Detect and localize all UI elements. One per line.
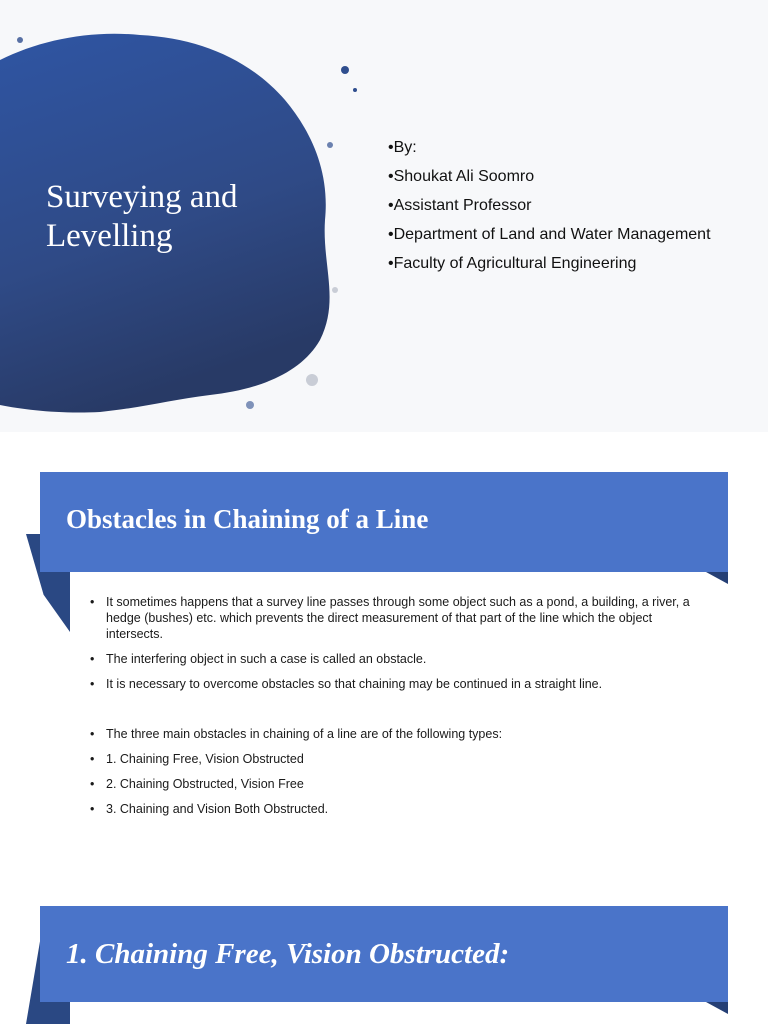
author-faculty: •Faculty of Agricultural Engineering [388,255,637,272]
list-item: • It sometimes happens that a survey line passes through some object such as a pond, a building, a river, a hedge (bushes) etc. which prevents the direct measurement of that part of the line which the object intersects. [90,594,690,642]
list-item: • It is necessary to overcome obstacles so that chaining may be continued in a straight line. [90,676,690,692]
author-details-list [388,138,748,283]
list-item: • The interfering object in such a case is called an obstacle. [90,651,690,667]
list-item: • The three main obstacles in chaining of a line are of the following types: [90,726,690,742]
author-position: •Assistant Professor [388,197,532,214]
obstacles-slide [0,432,768,862]
bullet-list-intro [90,594,690,701]
list-item: • 3. Chaining and Vision Both Obstructed. [90,801,690,817]
author-name: •Shoukat Ali Soomro [388,168,535,185]
banner-fold [706,1002,728,1014]
author-department: •Department of Land and Water Management [388,226,711,243]
chaining-free-slide [0,862,768,1024]
list-item: • 2. Chaining Obstructed, Vision Free [90,776,690,792]
bullet-list-types [90,726,690,826]
list-item: • 1. Chaining Free, Vision Obstructed [90,751,690,767]
slide-title: 1. Chaining Free, Vision Obstructed: [66,938,510,970]
byline-item: •By: [388,139,417,156]
slide-title: Obstacles in Chaining of a Line [66,504,429,534]
presentation-title: Surveying and Levelling [46,179,238,254]
banner-fold [706,572,728,584]
title-slide [0,0,768,432]
